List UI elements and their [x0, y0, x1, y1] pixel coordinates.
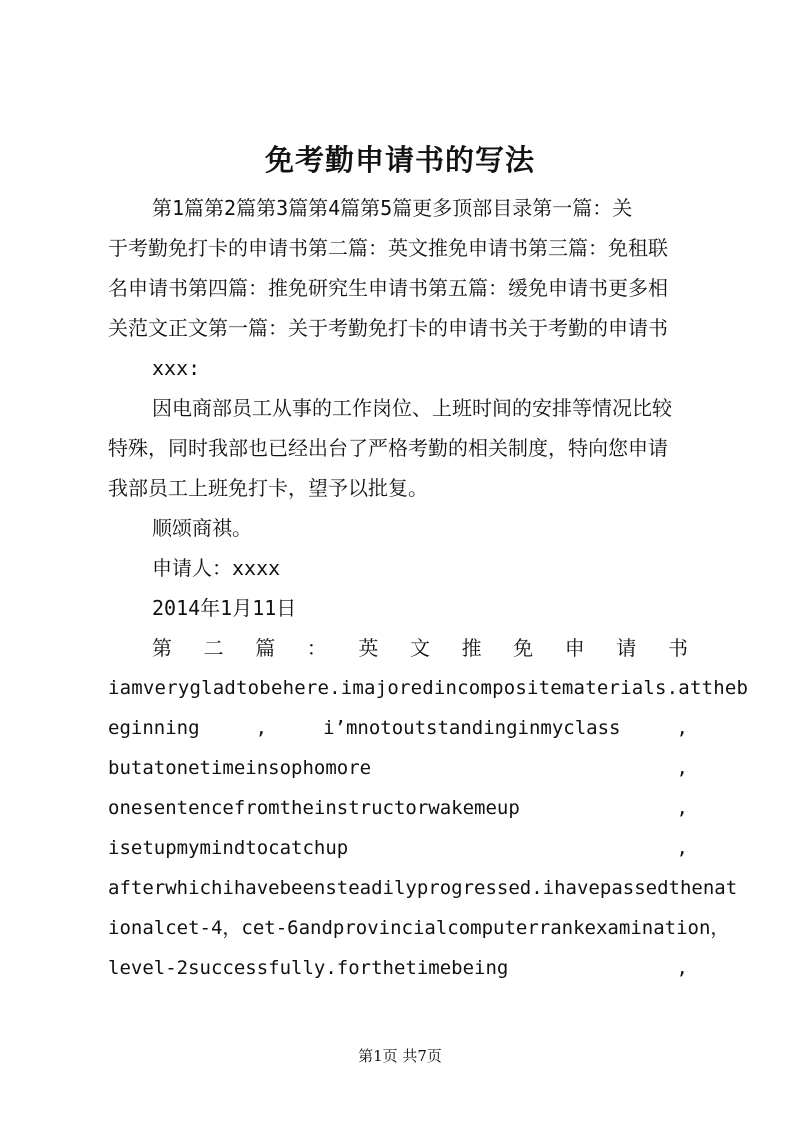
english-line	[108, 948, 700, 988]
english-text: ionalcet-4，cet-6andprovincialcomputerrankexamination，	[108, 917, 730, 939]
heading-char: 免	[513, 636, 534, 660]
document-body	[108, 188, 749, 988]
english-punct: ,	[676, 957, 688, 979]
toc-line: 关范文正文第一篇：关于考勤免打卡的申请书关于考勤的申请书	[108, 316, 668, 340]
heading-char: 第	[152, 636, 172, 660]
english-text: iamverygladtobehere.imajoredincompositematerials.attheb	[108, 677, 749, 699]
salutation: xxx:	[152, 356, 201, 380]
english-line	[108, 708, 700, 748]
english-text: level-2successfully.forthetimebeing	[108, 957, 509, 979]
body-line: 我部员工上班免打卡，望予以批复。	[108, 476, 428, 500]
closing: 顺颂商祺。	[152, 516, 252, 540]
body-line: 因电商部员工从事的工作岗位、上班时间的安排等情况比较	[152, 396, 672, 420]
page-footer: 第1页 共7页	[358, 1047, 442, 1065]
toc-line: 第1篇第2篇第3篇第4篇第5篇更多顶部目录第一篇：关	[152, 196, 633, 220]
applicant: 申请人：xxxx	[152, 556, 281, 580]
heading-char: 推	[461, 636, 482, 660]
heading-char: 请	[616, 636, 637, 660]
english-text: onesentencefromtheinstructorwakemeup	[108, 797, 520, 819]
toc-line: 于考勤免打卡的申请书第二篇：英文推免申请书第三篇：免租联	[108, 236, 668, 260]
english-text: isetupmymindtocatchup	[108, 837, 349, 859]
english-line	[108, 668, 749, 708]
section2-heading	[108, 628, 700, 668]
english-line	[108, 828, 700, 868]
heading-char: 文	[409, 636, 430, 660]
english-punct: ,	[676, 837, 688, 859]
english-text: afterwhichihavebeensteadilyprogressed.ihavepassedthenat	[108, 877, 738, 899]
body-line: 特殊，同时我部也已经出台了严格考勤的相关制度，特向您申请	[108, 436, 668, 460]
english-line	[108, 748, 700, 788]
heading-char: 二	[203, 636, 224, 660]
english-line	[108, 908, 730, 948]
heading-char: 篇	[255, 636, 276, 660]
english-text: i’mnotoutstandinginmyclass	[323, 717, 621, 739]
english-punct: ,	[676, 717, 688, 739]
heading-char: 申	[564, 636, 585, 660]
english-line	[108, 788, 700, 828]
english-text: eginning	[108, 717, 200, 739]
toc-line: 名申请书第四篇：推免研究生申请书第五篇：缓免申请书更多相	[108, 276, 668, 300]
english-text: butatonetimeinsophomore	[108, 757, 372, 779]
heading-char: 书	[667, 636, 688, 660]
document-title: 免考勤申请书的写法	[264, 143, 535, 177]
english-line	[108, 868, 738, 908]
english-punct: ,	[676, 797, 688, 819]
date: 2014年1月11日	[152, 596, 297, 620]
english-punct: ,	[676, 757, 688, 779]
heading-char: 英	[358, 636, 379, 660]
english-punct: ,	[255, 717, 268, 739]
heading-char: ：	[306, 636, 327, 660]
